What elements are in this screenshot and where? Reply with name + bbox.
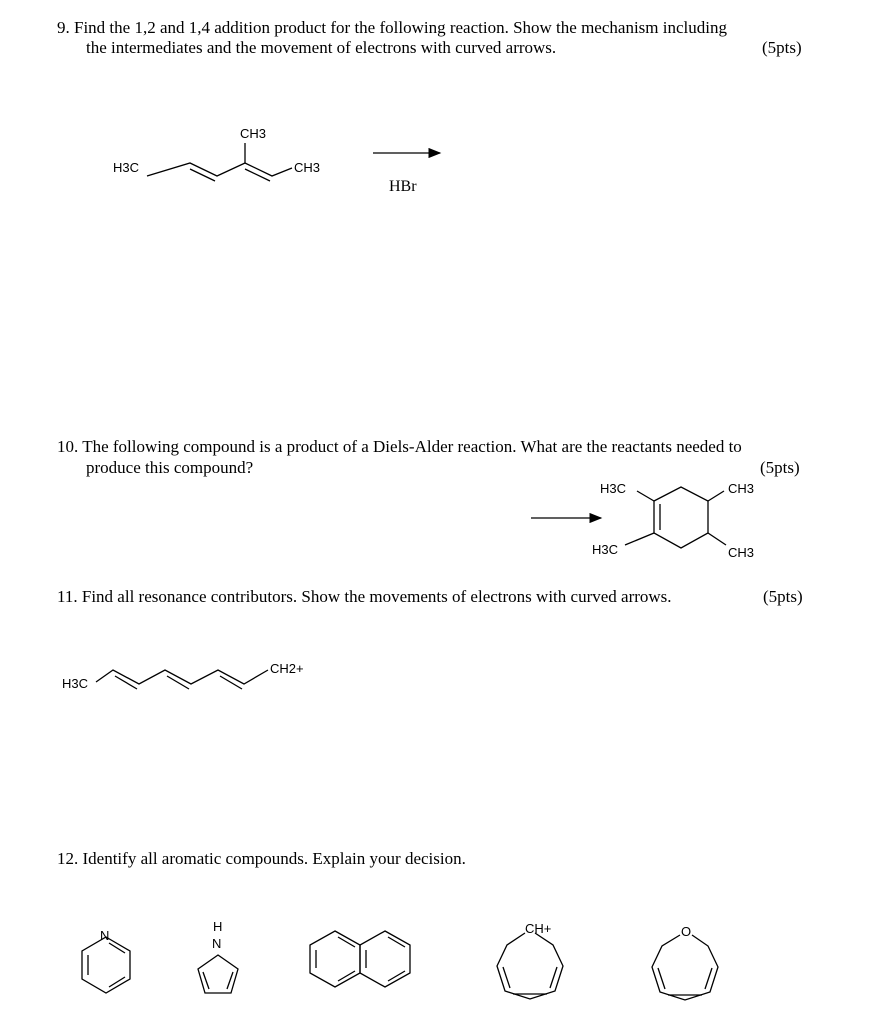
q10-top-right-label: CH3 — [728, 481, 755, 496]
q12-pyridine-n: N — [100, 928, 110, 943]
q12-pyrrole-n: N — [212, 936, 222, 951]
q9-top-methyl-label: CH3 — [240, 126, 267, 141]
q12-pyrrole — [198, 919, 238, 993]
q12-pyridine — [82, 928, 130, 993]
q12-line1: 12. Identify all aromatic compounds. Explain your decision. — [57, 849, 466, 868]
q10-bottom-left-label: H3C — [592, 542, 619, 557]
q12-naphthalene — [310, 931, 410, 987]
q11-cation-label: CH2+ — [270, 661, 304, 676]
q9-left-methyl-label: H3C — [113, 160, 140, 175]
q9-line1: 9. Find the 1,2 and 1,4 addition product for the following reaction. Show the mechanism including — [57, 18, 727, 37]
q12-pyrrole-h: H — [213, 919, 223, 934]
q11-points: (5pts) — [763, 587, 803, 606]
q10-product-structure — [592, 481, 754, 560]
q9-line2: the intermediates and the movement of electrons with curved arrows. — [86, 38, 557, 57]
q9-right-methyl-label: CH3 — [294, 160, 321, 175]
q9-points: (5pts) — [762, 38, 802, 57]
q12-tropylium-label: CH+ — [525, 921, 552, 936]
q9-diene-structure — [113, 126, 320, 181]
q9-reagent: HBr — [389, 178, 417, 195]
q11-line1: 11. Find all resonance contributors. Show the movements of electrons with curved arrows. — [57, 587, 672, 606]
q10-line2: produce this compound? — [86, 458, 254, 477]
q11-cation-structure — [62, 661, 304, 691]
q10-line1: 10. The following compound is a product of a Diels-Alder reaction. What are the reactants needed to — [57, 437, 742, 456]
q10-bottom-right-label: CH3 — [728, 545, 755, 560]
q10-top-left-label: H3C — [600, 481, 627, 496]
q12-oxepine — [652, 924, 718, 1000]
q11-left-methyl-label: H3C — [62, 676, 89, 691]
q12-tropylium — [497, 921, 563, 999]
q10-points: (5pts) — [760, 458, 800, 477]
q12-oxepine-o: O — [681, 924, 692, 939]
